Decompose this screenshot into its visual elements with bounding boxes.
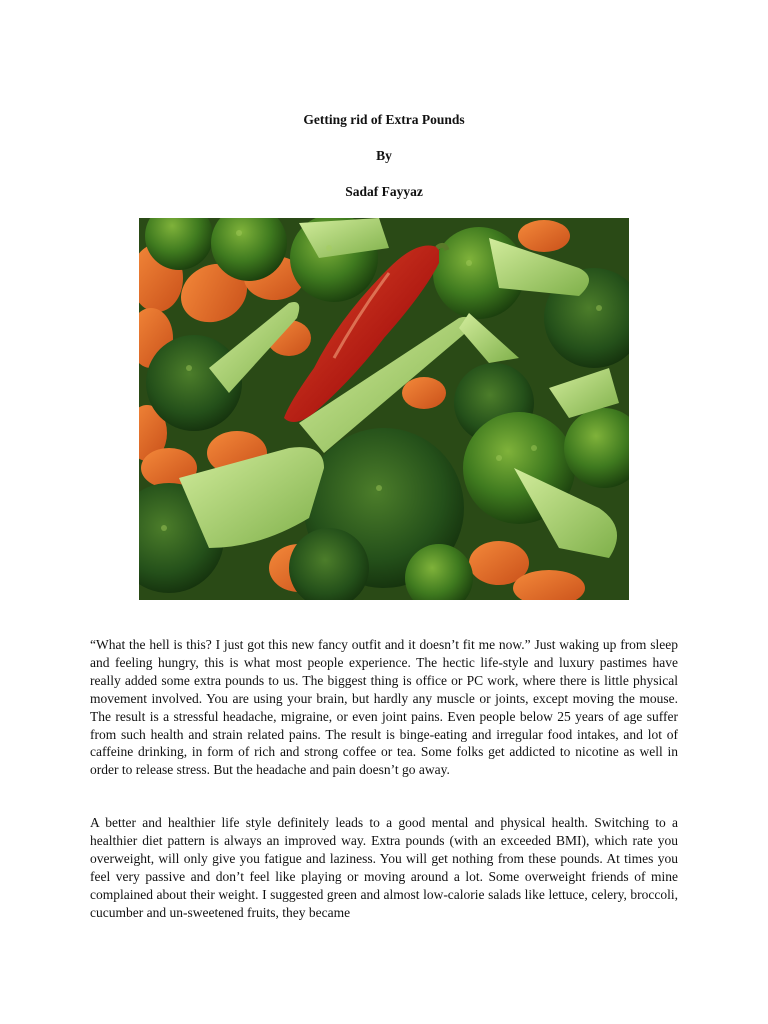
body-paragraph-1: “What the hell is this? I just got this new fancy outfit and it doesn’t fit me now.” Just waking up from sleep and feeling hungry, this is what most people experience. The hectic life-style and luxury pastimes have really added some extra pounds to us. The biggest thing is office or PC work, where there is little physical movement involved. You are using your brain, but hardly any muscle or joints, except moving the mouse. The result is a stressful headache, migraine, or even joint pains. Even people below 25 years of age suffer from such health and strain related pains. The result is binge-eating and irregular food intakes, and lot of caffeine drinking, in form of rich and strong coffee or tea. Some folks get addicted to nicotine as well in order to release stress. But the headache and pain doesn’t go away. [90,637,678,778]
vegetables-illustration [139,218,629,600]
byline-label: By [376,148,392,163]
document-title: Getting rid of Extra Pounds [303,112,465,127]
vegetables-photo [139,218,629,600]
author-name: Sadaf Fayyaz [345,184,423,199]
body-paragraph-2: A better and healthier life style definitely leads to a good mental and physical health. Switching to a healthier diet pattern is always an improved way. Extra pounds (with an exceeded BMI), which rate you overweight, will only give you fatigue and laziness. You will get nothing from these pounds. At times you feel very passive and don’t feel like playing or moving around a lot. Some overweight friends of mine complained about their weight. I suggested green and almost low-calorie salads like lettuce, celery, broccoli, cucumber and un-sweetened fruits, they became [90,815,678,920]
